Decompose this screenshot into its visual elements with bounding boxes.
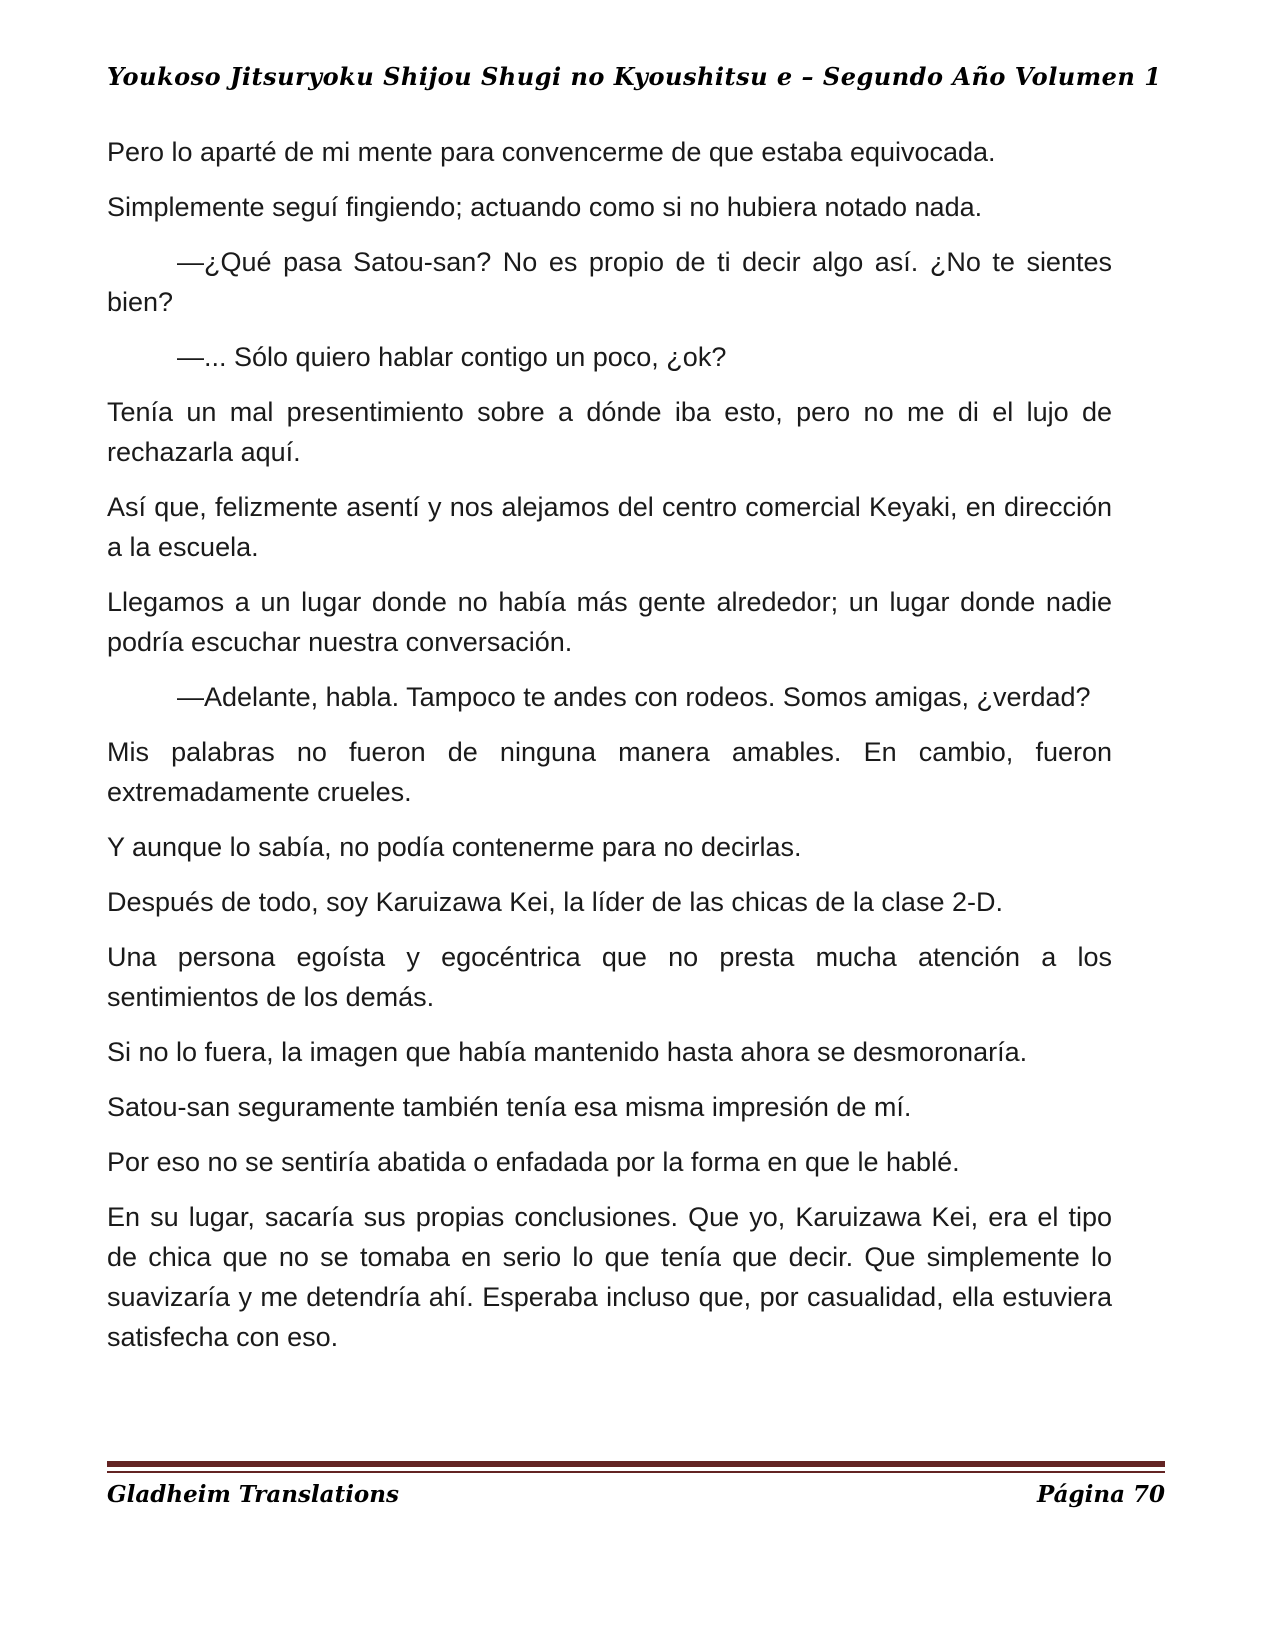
- paragraph: Llegamos a un lugar donde no había más gente alrededor; un lugar donde nadie podría escuchar nuestra conversación.: [107, 587, 1112, 657]
- paragraph: Una persona egoísta y egocéntrica que no presta mucha atención a los sentimientos de los demás.: [107, 942, 1112, 1012]
- footer-row: [107, 1481, 1165, 1508]
- paragraph: Por eso no se sentiría abatida o enfadada por la forma en que le hablé.: [107, 1147, 960, 1177]
- paragraph: En su lugar, sacaría sus propias conclusiones. Que yo, Karuizawa Kei, era el tipo de chica que no se tomaba en serio lo que tenía que decir. Que simplemente lo suavizaría y me detendría ahí. Esperaba incluso que, por casualidad, ella estuviera satisfecha con eso.: [107, 1202, 1112, 1352]
- page-footer: [107, 1461, 1165, 1508]
- page-header-title: Youkoso Jitsuryoku Shijou Shugi no Kyoushitsu e – Segundo Año Volumen 1: [107, 62, 1162, 91]
- paragraph: Mis palabras no fueron de ninguna manera amables. En cambio, fueron extremadamente crueles.: [107, 737, 1112, 807]
- footer-page-number: Página 70: [1036, 1481, 1165, 1508]
- body-paragraphs: [107, 132, 1112, 1372]
- paragraph: Si no lo fuera, la imagen que había mantenido hasta ahora se desmoronaría.: [107, 1037, 1028, 1067]
- paragraph: Pero lo aparté de mi mente para convencerme de que estaba equivocada.: [107, 137, 996, 167]
- footer-divider: [107, 1461, 1165, 1473]
- paragraph: Así que, felizmente asentí y nos alejamos del centro comercial Keyaki, en dirección a la escuela.: [107, 492, 1112, 562]
- paragraph: —¿Qué pasa Satou-san? No es propio de ti decir algo así. ¿No te sientes bien?: [107, 247, 1112, 317]
- paragraph: Y aunque lo sabía, no podía contenerme para no decirlas.: [107, 832, 802, 862]
- paragraph: Satou-san seguramente también tenía esa misma impresión de mí.: [107, 1092, 912, 1122]
- paragraph: Tenía un mal presentimiento sobre a dónde iba esto, pero no me di el lujo de rechazarla aquí.: [107, 397, 1112, 467]
- paragraph: —... Sólo quiero hablar contigo un poco, ¿ok?: [177, 342, 727, 372]
- paragraph: Simplemente seguí fingiendo; actuando como si no hubiera notado nada.: [107, 192, 983, 222]
- paragraph: —Adelante, habla. Tampoco te andes con rodeos. Somos amigas, ¿verdad?: [177, 682, 1091, 712]
- footer-translator-credit: Gladheim Translations: [107, 1481, 399, 1508]
- paragraph: Después de todo, soy Karuizawa Kei, la líder de las chicas de la clase 2-D.: [107, 887, 1003, 917]
